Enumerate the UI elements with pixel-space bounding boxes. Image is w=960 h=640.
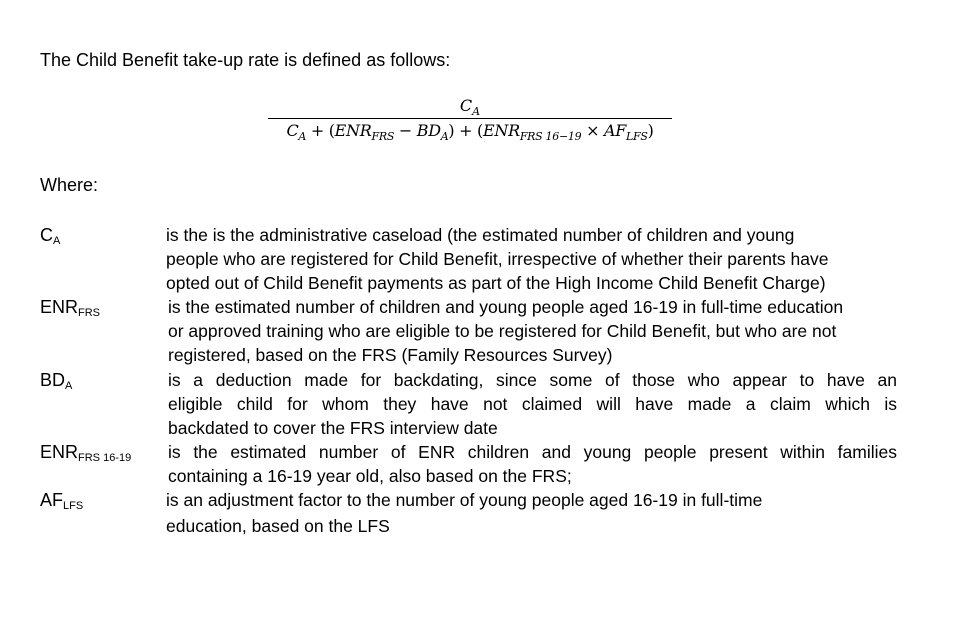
definition-line: backdated to cover the FRS interview date	[168, 418, 498, 438]
term-enr-frs-base: ENR	[40, 297, 79, 317]
den-sub-bd: A	[440, 130, 449, 143]
term-enr-frs-sub: FRS	[78, 307, 101, 319]
definition-ca	[166, 223, 898, 295]
term-af-lfs-sub: LFS	[63, 500, 84, 512]
term-enr-frs	[40, 295, 100, 319]
term-bd-a-sub: A	[65, 380, 73, 392]
formula-denominator	[268, 119, 672, 143]
term-enr-frs-1619-sub: FRS 16-19	[78, 452, 132, 464]
den-sub-ca: A	[298, 130, 307, 143]
definition-line: eligible child for whom they have not claimed will have made a claim which is	[168, 394, 897, 414]
den-term-enr-1619: ENR	[482, 121, 520, 140]
definition-enr-frs-1619	[168, 440, 897, 488]
numerator-subscript: A	[472, 105, 481, 118]
formula-numerator	[268, 94, 672, 118]
term-bd-a-base: BD	[40, 370, 66, 390]
den-sub-frs-1619: FRS 16−19	[519, 130, 582, 143]
definition-line: containing a 16-19 year old, also based on the FRS;	[168, 466, 572, 486]
term-af-lfs	[40, 488, 83, 512]
definition-bd-a	[168, 368, 897, 440]
where-label: Where:	[40, 175, 99, 195]
den-op-times: ×	[581, 121, 604, 140]
term-enr-frs-1619	[40, 440, 131, 464]
intro-text: The Child Benefit take-up rate is defined as follows:	[40, 50, 451, 70]
den-term-enr: ENR	[334, 121, 372, 140]
den-op-plus-paren: ) + (	[448, 121, 483, 140]
definition-line: people who are registered for Child Benefit, irrespective of whether their parents have	[166, 249, 829, 269]
definition-line: is an adjustment factor to the number of young people aged 16-19 in full-time	[166, 490, 763, 510]
den-op-minus: −	[394, 121, 417, 140]
den-term-ca: C	[286, 121, 299, 140]
numerator-term: C	[459, 96, 473, 115]
definition-line: is the estimated number of ENR children and young people present within families	[168, 442, 897, 462]
den-op-close: )	[647, 121, 654, 140]
take-up-rate-formula	[268, 94, 672, 143]
definition-line: opted out of Child Benefit payments as part of the High Income Child Benefit Charge)	[166, 273, 826, 293]
definition-line: is a deduction made for backdating, since some of those who appear to have an	[168, 370, 897, 390]
definition-line: education, based on the LFS	[166, 516, 390, 536]
definition-line: is the is the administrative caseload (the estimated number of children and young	[166, 225, 795, 245]
den-op-plus-open: + (	[306, 121, 335, 140]
term-ca-sub: A	[53, 235, 61, 247]
den-sub-lfs: LFS	[626, 130, 648, 143]
term-enr-frs-1619-base: ENR	[40, 442, 79, 462]
definition-line: registered, based on the FRS (Family Resources Survey)	[168, 345, 613, 365]
definition-line: or approved training who are eligible to be registered for Child Benefit, but who are not	[168, 321, 837, 341]
den-sub-frs: FRS	[371, 130, 395, 143]
den-term-bd: BD	[416, 121, 441, 140]
definition-line: is the estimated number of children and young people aged 16-19 in full-time education	[168, 297, 844, 317]
definition-af-lfs	[166, 488, 866, 538]
term-bd-a	[40, 368, 72, 392]
den-term-af: AF	[603, 121, 627, 140]
term-af-lfs-base: AF	[40, 490, 64, 510]
definition-enr-frs	[168, 295, 898, 367]
term-ca	[40, 223, 60, 247]
term-ca-base: C	[40, 225, 53, 245]
